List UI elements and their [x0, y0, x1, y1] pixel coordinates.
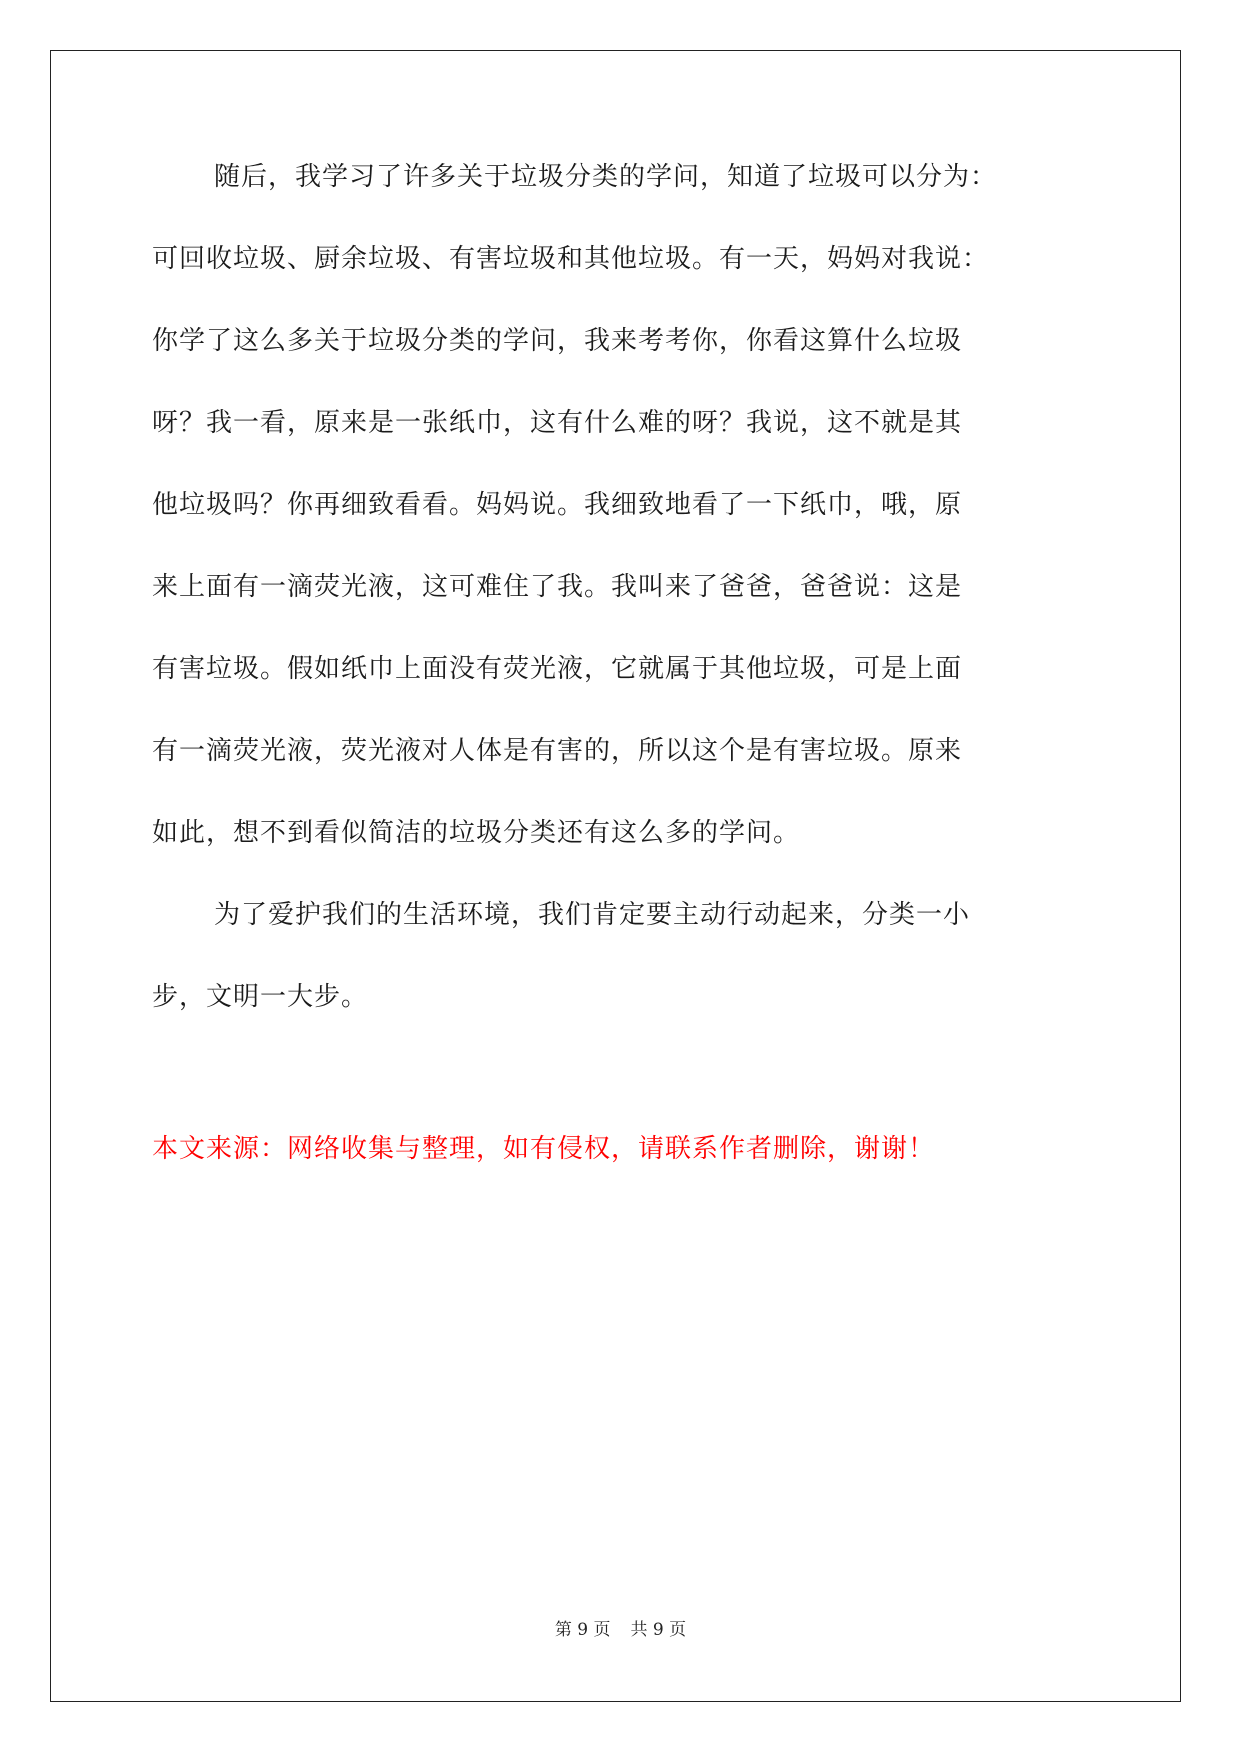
paragraph-line: 随后，我学习了许多关于垃圾分类的学问，知道了垃圾可以分为： — [214, 162, 998, 192]
paragraph-line: 呀？我一看，原来是一张纸巾，这有什么难的呀？我说，这不就是其 — [152, 408, 963, 438]
source-note: 本文来源：网络收集与整理，如有侵权，请联系作者删除，谢谢！ — [152, 1134, 936, 1164]
paragraph-line: 来上面有一滴荧光液，这可难住了我。我叫来了爸爸，爸爸说：这是 — [152, 572, 963, 602]
paragraph-line: 如此，想不到看似简洁的垃圾分类还有这么多的学问。 — [152, 818, 801, 848]
paragraph-line: 有害垃圾。假如纸巾上面没有荧光液，它就属于其他垃圾，可是上面 — [152, 654, 963, 684]
document-body — [152, 164, 1092, 1066]
paragraph-line: 有一滴荧光液，荧光液对人体是有害的，所以这个是有害垃圾。原来 — [152, 736, 963, 766]
paragraph-line: 你学了这么多关于垃圾分类的学问，我来考考你，你看这算什么垃圾 — [152, 326, 963, 356]
page-footer — [0, 1622, 1241, 1639]
page-total: 共 9 页 — [630, 1620, 687, 1640]
paragraph-line: 为了爱护我们的生活环境，我们肯定要主动行动起来，分类一小 — [214, 900, 971, 930]
paragraph-line: 可回收垃圾、厨余垃圾、有害垃圾和其他垃圾。有一天，妈妈对我说： — [152, 244, 990, 274]
page-number: 第 9 页 — [554, 1620, 611, 1640]
paragraph-line: 他垃圾吗？你再细致看看。妈妈说。我细致地看了一下纸巾，哦，原 — [152, 490, 963, 520]
paragraph-line: 步，文明一大步。 — [152, 982, 369, 1012]
